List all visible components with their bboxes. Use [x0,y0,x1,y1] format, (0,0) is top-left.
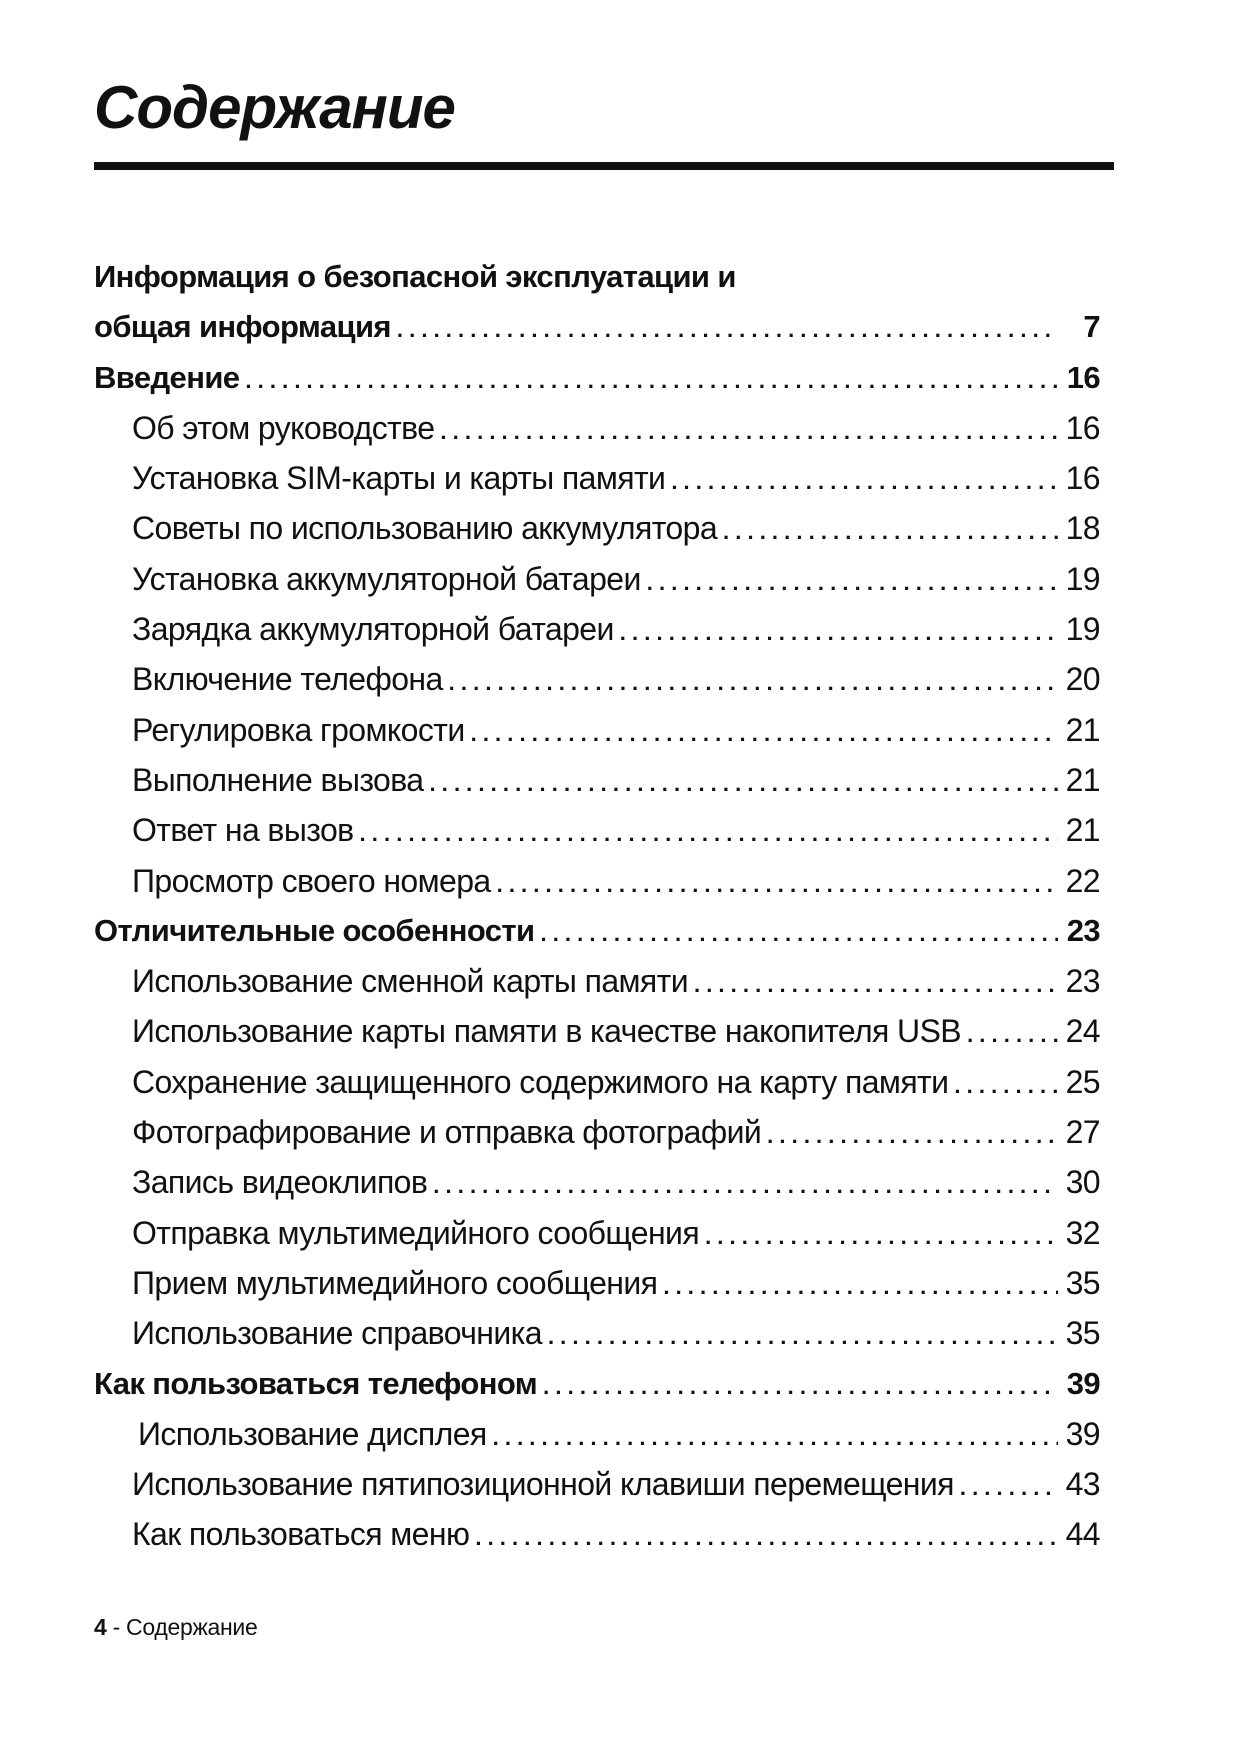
toc-entry-label: Использование сменной карты памяти [132,963,688,1000]
toc-dot-leader [663,1262,1057,1308]
toc-entry-label: Как пользоваться меню [132,1516,470,1553]
toc-subentry[interactable] [94,503,1100,553]
toc-page-number: 19 [1065,560,1100,597]
toc-dot-leader [548,1312,1058,1358]
toc-entry-label: общая информация [94,309,391,345]
toc-dot-leader [694,960,1058,1006]
toc-entry-label: Сохранение защищенного содержимого на карту памяти [132,1063,949,1100]
toc-page-number: 16 [1065,409,1100,446]
toc-entry-label: Запись видеоклипов [132,1164,428,1201]
toc-entry-label: Отличительные особенности [94,912,535,948]
toc-entry-label: Об этом руководстве [132,409,435,446]
toc-subentry[interactable] [94,554,1100,604]
toc-entry-label: Прием мультимедийного сообщения [132,1264,658,1301]
toc-page-number: 23 [1065,963,1100,1000]
page-title: Содержание [94,74,455,141]
toc-section-entry[interactable] [94,252,1100,302]
toc-page-number: 43 [1065,1466,1100,1503]
toc-dot-leader [471,709,1058,755]
toc-entry-label: Фотографирование и отправка фотографий [132,1114,762,1151]
toc-dot-leader [767,1111,1057,1157]
toc-page-number: 24 [1065,1013,1100,1050]
toc-dot-leader [967,1010,1058,1056]
toc-dot-leader [960,1463,1058,1509]
toc-dot-leader [430,759,1058,805]
toc-page-number: 39 [1066,1365,1100,1401]
toc-entry-label: Зарядка аккумуляторной батареи [132,611,614,648]
toc-section-entry[interactable] [94,302,1100,352]
toc-page-number: 7 [1083,309,1100,345]
toc-subentry[interactable] [94,1409,1100,1459]
toc-subentry[interactable] [94,1157,1100,1207]
toc-dot-leader [705,1212,1058,1258]
title-rule [94,162,1114,170]
toc-subentry[interactable] [94,1006,1100,1056]
toc-subentry[interactable] [94,705,1100,755]
toc-subentry[interactable] [94,805,1100,855]
toc-dot-leader [954,1061,1057,1107]
toc-entry-label: Ответ на вызов [132,812,354,849]
toc-section-entry[interactable] [94,1359,1100,1409]
toc-entry-label: Советы по использованию аккумулятора [132,510,718,547]
toc-entry-label: Использование дисплея [138,1415,487,1452]
toc-section-entry[interactable] [94,906,1100,956]
toc-dot-leader [540,909,1058,956]
toc-subentry[interactable] [94,604,1100,654]
toc-page-number: 32 [1065,1214,1100,1251]
toc-entry-label: Выполнение вызова [132,761,424,798]
toc-page-number: 27 [1065,1114,1100,1151]
toc-subentry[interactable] [94,956,1100,1006]
toc-subentry[interactable] [94,1509,1100,1559]
toc-subentry[interactable] [94,453,1100,503]
toc-dot-leader [449,658,1058,704]
toc-entry-label: Как пользоваться телефоном [94,1365,538,1401]
page-footer [94,1614,257,1641]
toc-dot-leader [493,1413,1058,1459]
toc-entry-label: Информация о безопасной эксплуатации и [94,259,736,294]
toc-page-number: 19 [1065,611,1100,648]
toc-dot-leader [397,305,1058,352]
toc-subentry[interactable] [94,654,1100,704]
toc-dot-leader [620,608,1058,654]
toc-entry-label: Использование справочника [132,1315,542,1352]
toc-page-number: 18 [1065,510,1100,547]
toc-entry-label: Просмотр своего номера [132,862,491,899]
footer-separator: - [112,1614,120,1640]
toc-dot-leader [433,1161,1057,1207]
toc-subentry[interactable] [94,1057,1100,1107]
toc-subentry[interactable] [94,1258,1100,1308]
toc-page-number: 39 [1065,1415,1100,1452]
toc-section-entry[interactable] [94,353,1100,403]
toc-entry-label: Использование карты памяти в качестве накопителя USB [132,1013,962,1050]
toc-page-number: 25 [1065,1063,1100,1100]
toc-subentry[interactable] [94,1308,1100,1358]
toc-page-number: 22 [1065,862,1100,899]
toc-dot-leader [475,1513,1057,1559]
toc-page-number: 44 [1065,1516,1100,1553]
toc-entry-label: Отправка мультимедийного сообщения [132,1214,700,1251]
toc-subentry[interactable] [94,755,1100,805]
footer-section-name: Содержание [126,1614,258,1640]
toc-page-number: 23 [1066,912,1100,948]
toc-entry-label: Установка SIM-карты и карты памяти [132,460,666,497]
toc-page-number: 21 [1065,812,1100,849]
toc-page-number: 30 [1065,1164,1100,1201]
toc-subentry[interactable] [94,1208,1100,1258]
toc-entry-label: Введение [94,359,240,395]
toc-subentry[interactable] [94,856,1100,906]
toc-page-number: 35 [1065,1315,1100,1352]
toc-page-number: 21 [1065,711,1100,748]
toc-dot-leader [440,407,1057,453]
toc-page-number: 35 [1065,1264,1100,1301]
toc-dot-leader [647,558,1058,604]
toc-subentry[interactable] [94,403,1100,453]
toc-entry-label: Регулировка громкости [132,711,465,748]
toc-dot-leader [543,1362,1058,1409]
toc-dot-leader [723,507,1058,553]
toc-dot-leader [245,356,1058,403]
toc-subentry[interactable] [94,1459,1100,1509]
toc-entry-label: Установка аккумуляторной батареи [132,560,641,597]
table-of-contents [94,252,1100,1560]
toc-dot-leader [497,860,1058,906]
toc-subentry[interactable] [94,1107,1100,1157]
toc-page-number: 21 [1065,761,1100,798]
toc-page-number: 20 [1065,661,1100,698]
toc-entry-label: Включение телефона [132,661,443,698]
toc-page-number: 16 [1065,460,1100,497]
footer-page-number: 4 [94,1614,107,1640]
toc-entry-label: Использование пятипозиционной клавиши перемещения [132,1466,954,1503]
toc-dot-leader [671,457,1057,503]
toc-page-number: 16 [1066,359,1100,395]
toc-dot-leader [360,809,1058,855]
